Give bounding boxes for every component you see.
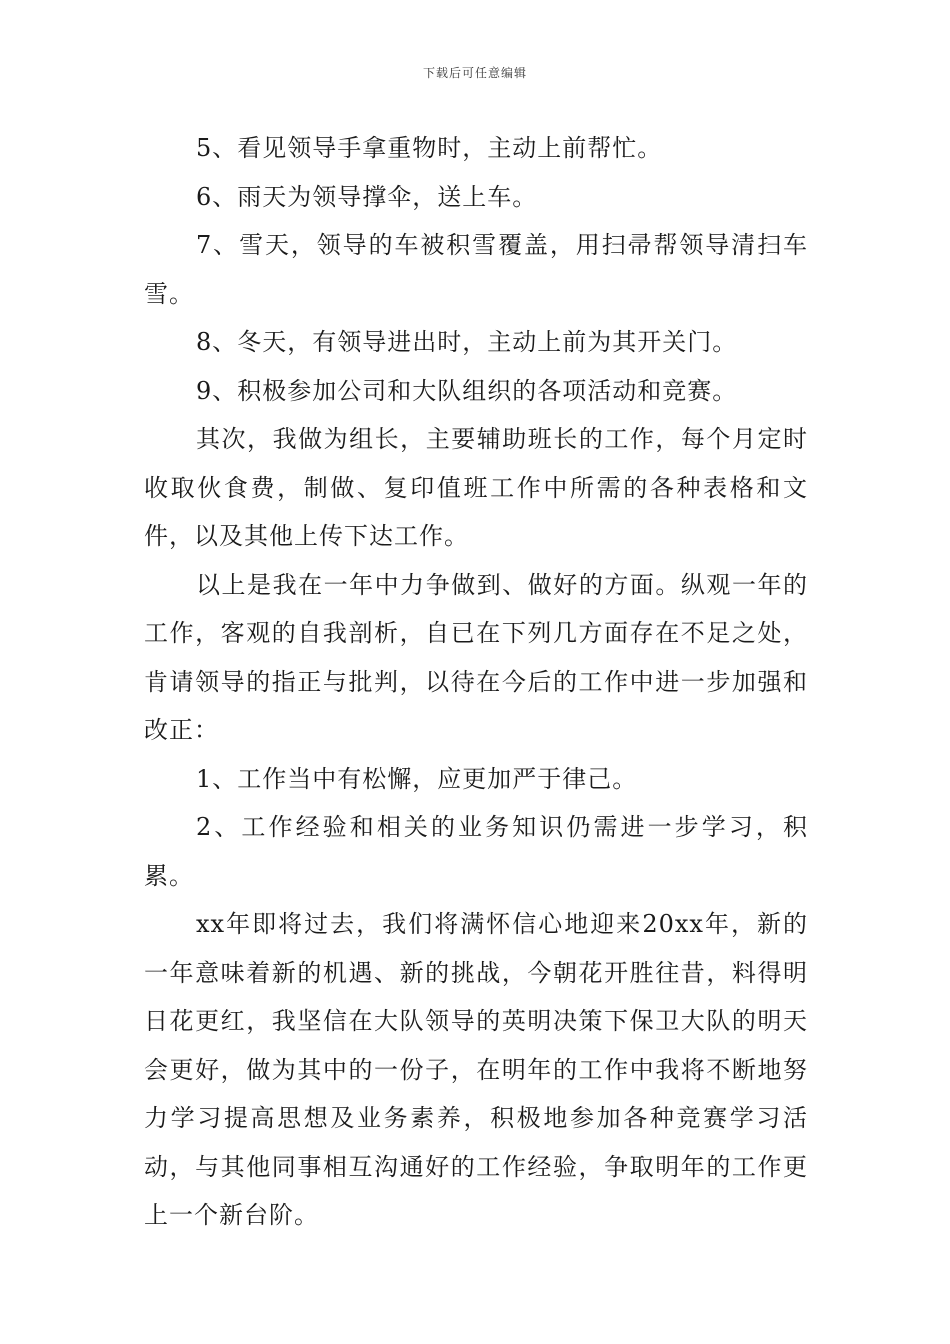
- paragraph-item-7: 7、雪天，领导的车被积雪覆盖，用扫帚帮领导清扫车雪。: [144, 231, 808, 308]
- paragraph-item-6: 6、雨天为领导撑伞，送上车。: [196, 182, 538, 211]
- paragraph-shortcoming-2: 2、工作经验和相关的业务知识仍需进一步学习，积累。: [144, 813, 808, 890]
- paragraph-item-8: 8、冬天，有领导进出时，主动上前为其开关门。: [196, 328, 738, 356]
- page-header: 下载后可任意编辑: [422, 66, 527, 80]
- paragraph-conclusion: xx年即将过去，我们将满怀信心地迎来20xx年，新的一年意味着新的机遇、新的挑战，今朝花开胜往昔，料得明日花更红，我坚信在大队领导的英明决策下保卫大队的明天会更好，做为其中的一份子，在明年的工作中我将不断地努力学习提高思想及业务素养，积极地参加各种竞赛学习活动，与其他同事相互沟通好的工作经验，争取明年的工作更上一个新台阶。: [144, 910, 808, 1229]
- paragraph-item-9: 9、积极参加公司和大队组织的各项活动和竞赛。: [196, 376, 738, 405]
- paragraph-team-leader-duties: 其次，我做为组长，主要辅助班长的工作，每个月定时收取伙食费，制做、复印值班工作中所需的各种表格和文件，以及其他上传下达工作。: [144, 425, 808, 550]
- document-body: [144, 124, 808, 1240]
- paragraph-self-analysis: 以上是我在一年中力争做到、做好的方面。纵观一年的工作，客观的自我剖析，自已在下列几方面存在不足之处，肯请领导的指正与批判，以待在今后的工作中进一步加强和改正：: [144, 570, 808, 744]
- paragraph-item-5: 5、看见领导手拿重物时，主动上前帮忙。: [196, 134, 663, 162]
- paragraph-shortcoming-1: 1、工作当中有松懈，应更加严于律己。: [196, 764, 638, 793]
